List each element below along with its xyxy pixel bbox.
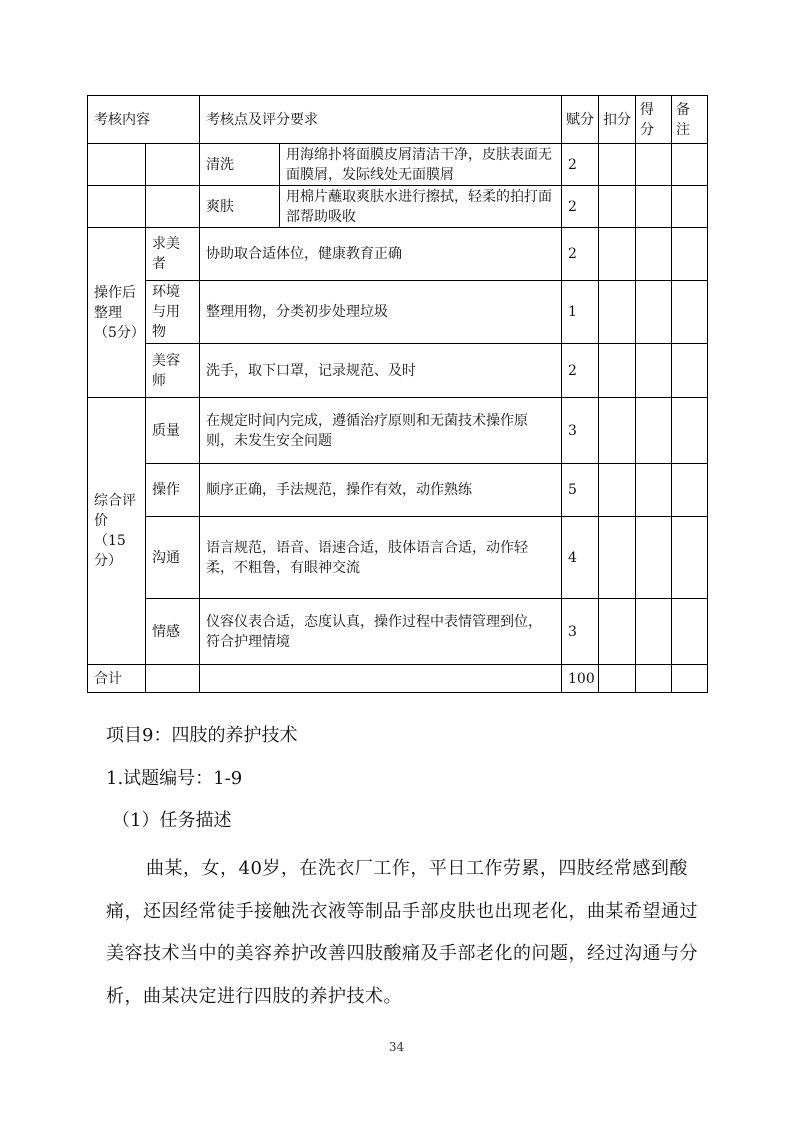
deduct-cell[interactable] xyxy=(599,186,636,228)
header-content: 考核内容 xyxy=(88,96,200,144)
row-assign: 1 xyxy=(562,281,599,344)
row-requirement: 整理用物，分类初步处理垃圾 xyxy=(200,281,562,344)
remark-cell[interactable] xyxy=(672,186,708,228)
deduct-cell[interactable] xyxy=(599,517,636,599)
remark-cell[interactable] xyxy=(672,228,708,281)
row-item: 操作 xyxy=(146,464,200,517)
row-assign: 5 xyxy=(562,464,599,517)
row-assign: 3 xyxy=(562,599,599,665)
question-number: 1.试题编号：1-9 xyxy=(106,768,243,789)
table-header-row xyxy=(88,96,708,144)
remark-cell[interactable] xyxy=(672,144,708,186)
deduct-cell[interactable] xyxy=(599,228,636,281)
header-assign: 赋分 xyxy=(562,96,599,144)
blank-cell xyxy=(88,186,146,228)
score-cell[interactable] xyxy=(636,344,672,398)
total-label: 合计 xyxy=(88,665,146,693)
row-item: 求美者 xyxy=(146,228,200,281)
row-requirement: 用海绵扑将面膜皮屑清洁干净，皮肤表面无面膜屑，发际线处无面膜屑 xyxy=(280,144,562,186)
table-row xyxy=(88,228,708,281)
row-requirement: 顺序正确，手法规范，操作有效，动作熟练 xyxy=(200,464,562,517)
remark-cell[interactable] xyxy=(672,281,708,344)
row-assign: 2 xyxy=(562,186,599,228)
row-requirement: 在规定时间内完成，遵循治疗原则和无菌技术操作原则，未发生安全问题 xyxy=(200,398,562,464)
row-requirement: 仪容仪表合适，态度认真，操作过程中表情管理到位，符合护理情境 xyxy=(200,599,562,665)
header-remark: 备注 xyxy=(672,96,708,144)
remark-cell[interactable] xyxy=(672,517,708,599)
header-points: 考核点及评分要求 xyxy=(200,96,562,144)
table-row xyxy=(88,517,708,599)
task-description xyxy=(106,848,706,1018)
deduct-cell[interactable] xyxy=(599,144,636,186)
blank-cell xyxy=(146,144,200,186)
blank-cell xyxy=(146,186,200,228)
row-item: 沟通 xyxy=(146,517,200,599)
blank-cell xyxy=(88,144,146,186)
row-requirement: 语言规范，语音、语速合适，肢体语言合适，动作轻柔，不粗鲁，有眼神交流 xyxy=(200,517,562,599)
header-score: 得分 xyxy=(636,96,672,144)
task-description-text: 曲某，女，40岁，在洗衣厂工作，平日工作劳累，四肢经常感到酸痛，还因经常徒手接触洗衣液等制品手部皮肤也出现老化，曲某希望通过美容技术当中的美容养护改善四肢酸痛及手部老化的问题，经过沟通与分析，曲某决定进行四肢的养护技术。 xyxy=(106,858,698,1007)
deduct-cell[interactable] xyxy=(599,464,636,517)
score-cell[interactable] xyxy=(636,398,672,464)
remark-cell[interactable] xyxy=(672,464,708,517)
remark-cell[interactable] xyxy=(672,344,708,398)
blank-cell xyxy=(200,665,562,693)
score-cell[interactable] xyxy=(636,665,672,693)
row-assign: 3 xyxy=(562,398,599,464)
score-cell[interactable] xyxy=(636,281,672,344)
section-label-overall: 综合评价（15分） xyxy=(88,398,146,665)
row-item: 爽肤 xyxy=(200,186,280,228)
table-row xyxy=(88,464,708,517)
scoring-table xyxy=(87,95,708,693)
header-deduct: 扣分 xyxy=(599,96,636,144)
remark-cell[interactable] xyxy=(672,665,708,693)
table-row xyxy=(88,144,708,186)
table-row xyxy=(88,344,708,398)
table-row xyxy=(88,599,708,665)
row-item: 美容师 xyxy=(146,344,200,398)
score-cell[interactable] xyxy=(636,228,672,281)
row-item: 质量 xyxy=(146,398,200,464)
deduct-cell[interactable] xyxy=(599,344,636,398)
score-cell[interactable] xyxy=(636,186,672,228)
deduct-cell[interactable] xyxy=(599,281,636,344)
deduct-cell[interactable] xyxy=(599,665,636,693)
row-item: 清洗 xyxy=(200,144,280,186)
table-row xyxy=(88,398,708,464)
score-cell[interactable] xyxy=(636,599,672,665)
score-cell[interactable] xyxy=(636,464,672,517)
page-number: 34 xyxy=(388,1040,405,1054)
total-assign: 100 xyxy=(562,665,599,693)
score-cell[interactable] xyxy=(636,517,672,599)
table-total-row xyxy=(88,665,708,693)
row-assign: 2 xyxy=(562,228,599,281)
row-assign: 2 xyxy=(562,144,599,186)
remark-cell[interactable] xyxy=(672,599,708,665)
table-row xyxy=(88,281,708,344)
blank-cell xyxy=(146,665,200,693)
project-title: 项目9：四肢的养护技术 xyxy=(106,725,298,746)
row-requirement: 洗手，取下口罩，记录规范、及时 xyxy=(200,344,562,398)
row-item: 情感 xyxy=(146,599,200,665)
table-row xyxy=(88,186,708,228)
remark-cell[interactable] xyxy=(672,398,708,464)
row-requirement: 用棉片蘸取爽肤水进行擦拭，轻柔的拍打面部帮助吸收 xyxy=(280,186,562,228)
row-assign: 4 xyxy=(562,517,599,599)
deduct-cell[interactable] xyxy=(599,599,636,665)
row-assign: 2 xyxy=(562,344,599,398)
section-label-after: 操作后整理（5分） xyxy=(88,228,146,398)
row-item: 环境与用物 xyxy=(146,281,200,344)
row-requirement: 协助取合适体位，健康教育正确 xyxy=(200,228,562,281)
task-heading: （1）任务描述 xyxy=(112,810,232,831)
deduct-cell[interactable] xyxy=(599,398,636,464)
score-cell[interactable] xyxy=(636,144,672,186)
